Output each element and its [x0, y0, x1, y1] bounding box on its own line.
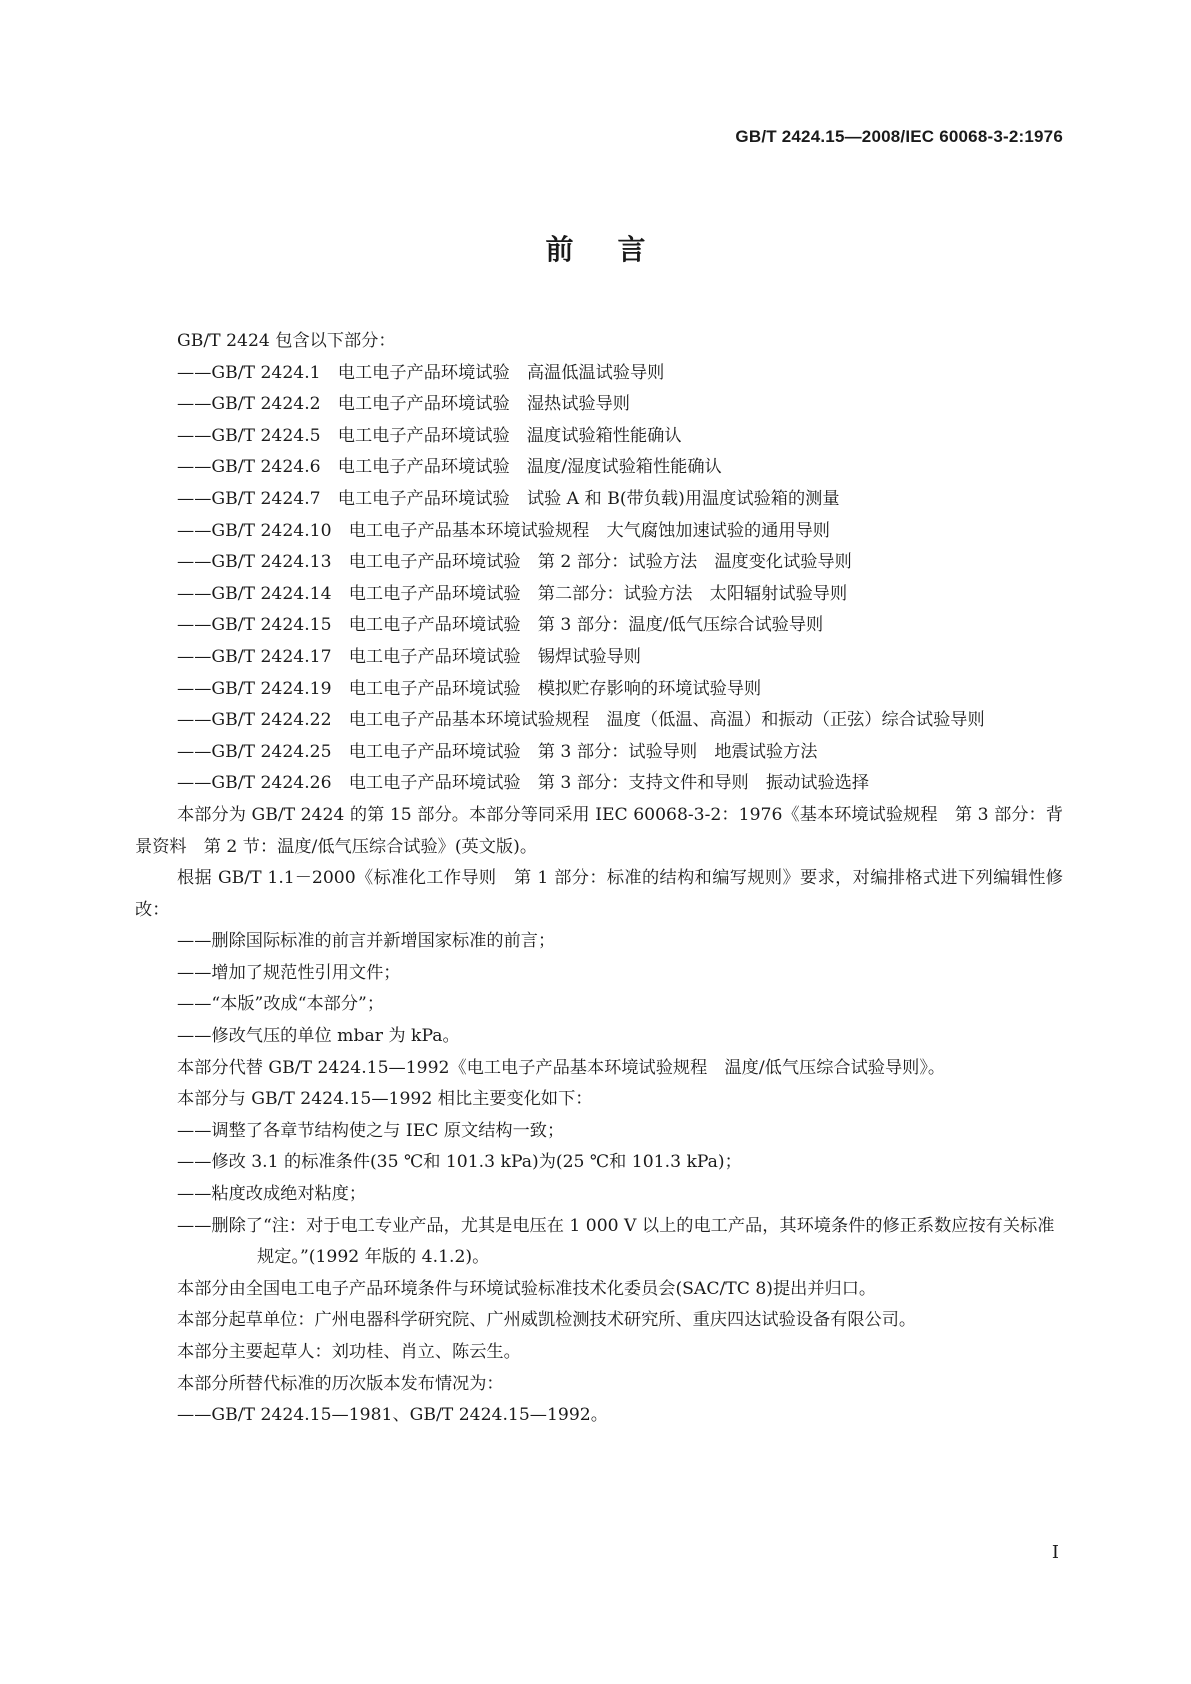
list-item: ——GB/T 2424.13 电工电子产品环境试验 第 2 部分：试验方法 温度变化试验导则 [177, 552, 852, 573]
adoption-paragraph: 本部分为 GB/T 2424 的第 15 部分。本部分等同采用 IEC 60068-3-2：1976《基本环境试验规程 第 3 部分：背景资料 第 2 节：温度/低气压综合试验》(英文版)。 [135, 804, 1063, 857]
list-item: ——GB/T 2424.19 电工电子产品环境试验 模拟贮存影响的环境试验导则 [177, 678, 762, 699]
drafters-paragraph: 本部分主要起草人：刘功桂、肖立、陈云生。 [177, 1342, 521, 1362]
list-item: ——GB/T 2424.10 电工电子产品基本环境试验规程 大气腐蚀加速试验的通用导则 [177, 520, 830, 541]
list-item: ——GB/T 2424.5 电工电子产品环境试验 温度试验箱性能确认 [177, 425, 682, 446]
page-number: I [1051, 1542, 1059, 1563]
history-list-item: ——GB/T 2424.15—1981、GB/T 2424.15—1992。 [177, 1405, 608, 1426]
parts-list [135, 358, 1063, 800]
list-item: ——GB/T 2424.14 电工电子产品环境试验 第二部分：试验方法 太阳辐射试验导则 [177, 583, 848, 604]
proposed-by-paragraph: 本部分由全国电工电子产品环境条件与环境试验标准技术化委员会(SAC/TC 8)提出并归口。 [177, 1278, 877, 1299]
list-item: ——GB/T 2424.25 电工电子产品环境试验 第 3 部分：试验导则 地震试验方法 [177, 741, 818, 762]
list-item: ——GB/T 2424.22 电工电子产品基本环境试验规程 温度（低温、高温）和振动（正弦）综合试验导则 [177, 710, 985, 731]
preface-body [135, 326, 1063, 1432]
drafting-units-paragraph: 本部分起草单位：广州电器科学研究院、广州威凯检测技术研究所、重庆四达试验设备有限公司。 [177, 1310, 917, 1331]
list-item: ——GB/T 2424.26 电工电子产品环境试验 第 3 部分：支持文件和导则 振动试验选择 [177, 773, 870, 794]
list-item: ——GB/T 2424.2 电工电子产品环境试验 湿热试验导则 [177, 394, 630, 415]
intro-paragraph: GB/T 2424 包含以下部分： [177, 331, 396, 351]
list-item: ——删除国际标准的前言并新增国家标准的前言； [177, 931, 556, 952]
list-item: ——GB/T 2424.15 电工电子产品环境试验 第 3 部分：温度/低气压综合试验导则 [177, 615, 824, 636]
editorial-changes-paragraph: 根据 GB/T 1.1－2000《标准化工作导则 第 1 部分：标准的结构和编写规则》要求，对编排格式进下列编辑性修改： [135, 868, 1063, 920]
list-item: ——“本版”改成“本部分”； [177, 994, 385, 1015]
main-changes-list [135, 1116, 1063, 1274]
list-item: ——增加了规范性引用文件； [177, 962, 401, 983]
list-item: ——粘度改成绝对粘度； [177, 1184, 367, 1205]
history-paragraph: 本部分所替代标准的历次版本发布情况为： [177, 1373, 504, 1394]
page-title: 前言 [545, 233, 690, 266]
main-changes-paragraph: 本部分与 GB/T 2424.15—1992 相比主要变化如下： [177, 1089, 593, 1110]
list-item: ——删除了“注：对于电工专业产品，尤其是电压在 1 000 V 以上的电工产品，其环境条件的修正系数应按有关标准规定。”(1992 年版的 4.1.2)。 [177, 1215, 1055, 1268]
editorial-changes-list [135, 926, 1063, 1052]
list-item: ——GB/T 2424.7 电工电子产品环境试验 试验 A 和 B(带负载)用温度试验箱的测量 [177, 488, 840, 509]
list-item: ——修改 3.1 的标准条件(35 ℃和 101.3 kPa)为(25 ℃和 101.3 kPa)； [177, 1152, 742, 1173]
list-item: ——修改气压的单位 mbar 为 kPa。 [177, 1026, 460, 1047]
list-item: ——GB/T 2424.1 电工电子产品环境试验 高温低温试验导则 [177, 362, 665, 383]
list-item: ——GB/T 2424.6 电工电子产品环境试验 温度/湿度试验箱性能确认 [177, 457, 722, 478]
standard-code-header: GB/T 2424.15—2008/IEC 60068-3-2:1976 [735, 127, 1063, 146]
replacement-paragraph: 本部分代替 GB/T 2424.15—1992《电工电子产品基本环境试验规程 温度/低气压综合试验导则》。 [177, 1057, 946, 1078]
list-item: ——GB/T 2424.17 电工电子产品环境试验 锡焊试验导则 [177, 646, 641, 667]
list-item: ——调整了各章节结构使之与 IEC 原文结构一致； [177, 1120, 565, 1141]
